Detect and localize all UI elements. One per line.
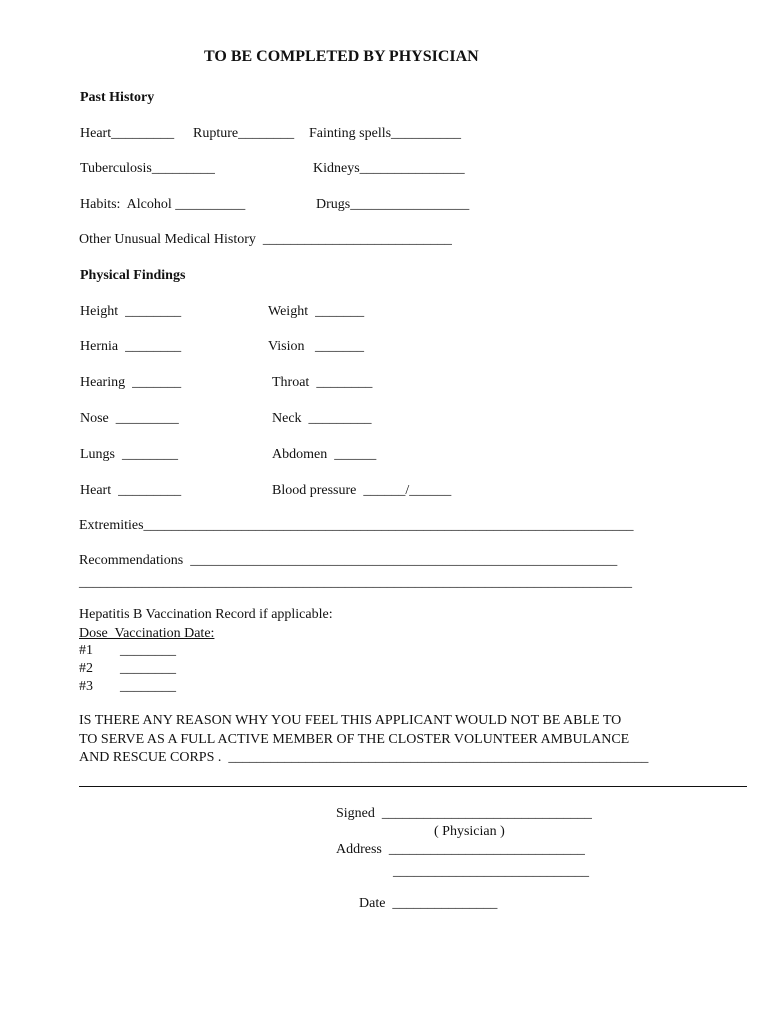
physical-findings-heading: Physical Findings [80, 268, 186, 283]
past-history-heading: Past History [80, 90, 155, 105]
section-divider [79, 786, 747, 787]
weight-field[interactable]: Weight _______ [268, 304, 365, 319]
lungs-field[interactable]: Lungs ________ [80, 447, 178, 462]
rupture-field[interactable]: Rupture________ [193, 126, 295, 141]
dose-date-field[interactable]: ________ [120, 643, 176, 658]
blood-pressure-field[interactable]: Blood pressure ______/______ [272, 483, 452, 498]
hearing-field[interactable]: Hearing _______ [80, 375, 182, 390]
address-line-2[interactable]: ____________________________ [393, 864, 589, 879]
neck-field[interactable]: Neck _________ [272, 411, 372, 426]
drugs-field[interactable]: Drugs_________________ [316, 197, 470, 212]
other-medical-history-field[interactable]: Other Unusual Medical History ___________________________ [79, 232, 452, 247]
physician-caption: ( Physician ) [434, 824, 505, 839]
dose-date-field[interactable]: ________ [120, 679, 176, 694]
date-field[interactable]: Date _______________ [359, 896, 498, 911]
recommendations-field[interactable]: Recommendations _____________________________________________________________ [79, 553, 618, 568]
extremities-field[interactable]: Extremities______________________________________________________________________ [79, 518, 634, 533]
form-title: TO BE COMPLETED BY PHYSICIAN [204, 48, 479, 65]
throat-field[interactable]: Throat ________ [272, 375, 373, 390]
applicant-question-line-3[interactable]: AND RESCUE CORPS . ____________________________________________________________ [79, 750, 649, 765]
kidneys-field[interactable]: Kidneys_______________ [313, 161, 465, 176]
tuberculosis-field[interactable]: Tuberculosis_________ [80, 161, 215, 176]
dose-vaccination-date-heading: Dose Vaccination Date: [79, 626, 215, 641]
applicant-question-line-1: IS THERE ANY REASON WHY YOU FEEL THIS APPLICANT WOULD NOT BE ABLE TO [79, 713, 622, 728]
hernia-field[interactable]: Hernia ________ [80, 339, 182, 354]
dose-number: #1 [79, 643, 93, 658]
hepatitis-heading: Hepatitis B Vaccination Record if applicable: [79, 607, 333, 622]
heart-exam-field[interactable]: Heart _________ [80, 483, 182, 498]
fainting-spells-field[interactable]: Fainting spells__________ [309, 126, 462, 141]
vision-field[interactable]: Vision _______ [268, 339, 364, 354]
dose-date-field[interactable]: ________ [120, 661, 176, 676]
address-field[interactable]: Address ____________________________ [336, 842, 585, 857]
applicant-question-line-2: TO SERVE AS A FULL ACTIVE MEMBER OF THE CLOSTER VOLUNTEER AMBULANCE [79, 732, 630, 747]
alcohol-field[interactable]: Habits: Alcohol __________ [80, 197, 246, 212]
heart-history-field[interactable]: Heart_________ [80, 126, 175, 141]
dose-number: #3 [79, 679, 93, 694]
abdomen-field[interactable]: Abdomen ______ [272, 447, 377, 462]
nose-field[interactable]: Nose _________ [80, 411, 179, 426]
recommendations-line-2[interactable]: _______________________________________________________________________________ [79, 575, 632, 590]
signed-field[interactable]: Signed ______________________________ [336, 806, 592, 821]
height-field[interactable]: Height ________ [80, 304, 182, 319]
dose-number: #2 [79, 661, 93, 676]
